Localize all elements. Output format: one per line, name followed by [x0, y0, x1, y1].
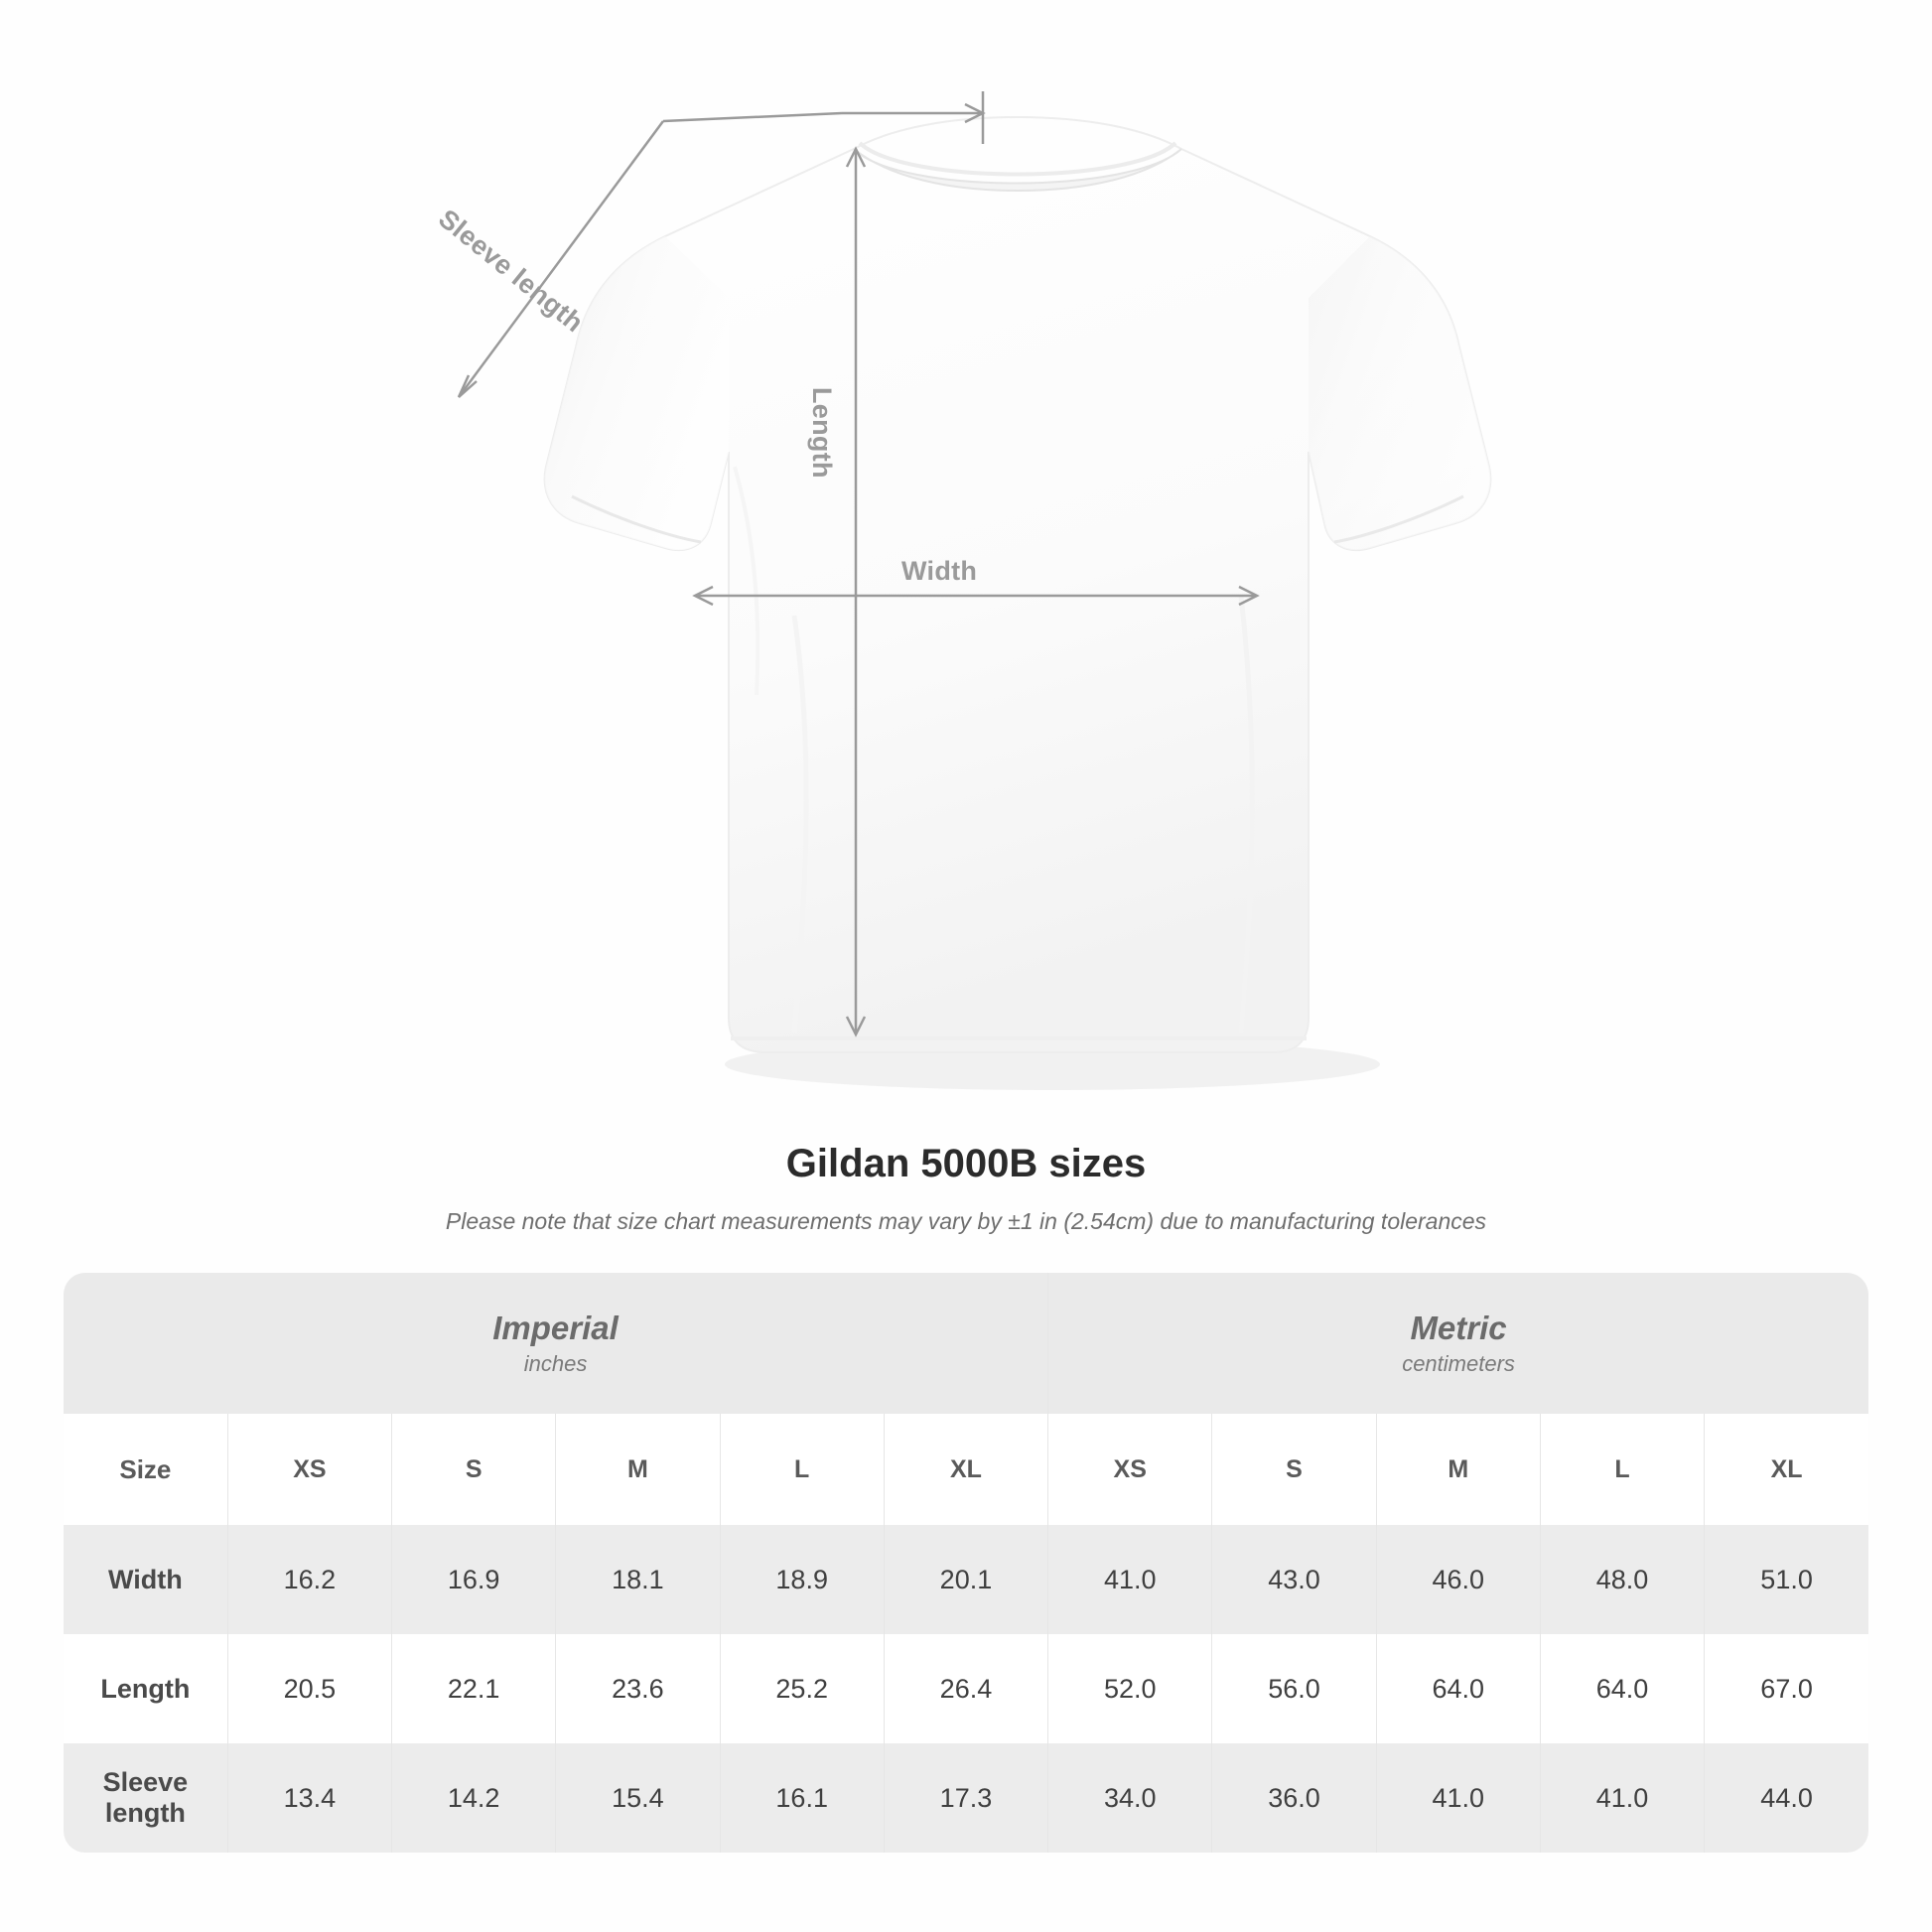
- table-row: [64, 1743, 1868, 1853]
- unit-group-row: [64, 1273, 1868, 1414]
- sleeve-length-dimension-label: Sleeve length: [433, 204, 590, 339]
- cell-length-imperial-s: 22.1: [392, 1634, 556, 1743]
- cell-length-metric-s: 56.0: [1212, 1634, 1376, 1743]
- unit-group-imperial: [64, 1273, 1048, 1414]
- cell-width-imperial-s: 16.9: [392, 1525, 556, 1634]
- header-cell-imperial-s: S: [392, 1414, 556, 1525]
- unit-group-metric-name: Metric: [1410, 1310, 1507, 1347]
- cell-width-metric-xs: 41.0: [1048, 1525, 1212, 1634]
- row-label-sleeve-length: Sleeve length: [64, 1743, 227, 1853]
- header-cell-imperial-m: M: [556, 1414, 720, 1525]
- cell-length-metric-xl: 67.0: [1705, 1634, 1868, 1743]
- cell-width-metric-s: 43.0: [1212, 1525, 1376, 1634]
- width-dimension-label: Width: [901, 556, 978, 586]
- cell-width-metric-xl: 51.0: [1705, 1525, 1868, 1634]
- cell-sleeve-imperial-xs: 13.4: [227, 1743, 391, 1853]
- unit-group-metric-sub: centimeters: [1402, 1350, 1515, 1376]
- tolerance-note: Please note that size chart measurements may vary by ±1 in (2.54cm) due to manufacturing tolerances: [445, 1208, 1487, 1234]
- cell-length-imperial-xl: 26.4: [884, 1634, 1047, 1743]
- length-dimension-label: Length: [807, 387, 837, 479]
- header-cell-metric-l: L: [1540, 1414, 1704, 1525]
- size-table: [64, 1273, 1868, 1853]
- header-cell-metric-m: M: [1376, 1414, 1540, 1525]
- header-cell-imperial-xl: XL: [884, 1414, 1047, 1525]
- row-label-length: Length: [64, 1634, 227, 1743]
- cell-sleeve-metric-xl: 44.0: [1705, 1743, 1868, 1853]
- header-cell-imperial-xs: XS: [227, 1414, 391, 1525]
- unit-group-imperial-name: Imperial: [492, 1310, 619, 1347]
- title-block: [0, 1142, 1932, 1235]
- cell-sleeve-metric-xs: 34.0: [1048, 1743, 1212, 1853]
- header-cell-metric-s: S: [1212, 1414, 1376, 1525]
- header-cell-metric-xs: XS: [1048, 1414, 1212, 1525]
- cell-sleeve-metric-l: 41.0: [1540, 1743, 1704, 1853]
- unit-group-imperial-sub: inches: [523, 1350, 588, 1376]
- cell-width-imperial-xs: 16.2: [227, 1525, 391, 1634]
- cell-length-metric-m: 64.0: [1376, 1634, 1540, 1743]
- size-table-wrapper: [64, 1273, 1868, 1853]
- page-title: Gildan 5000B sizes: [785, 1142, 1147, 1185]
- header-cell-imperial-l: L: [720, 1414, 884, 1525]
- cell-length-metric-xs: 52.0: [1048, 1634, 1212, 1743]
- row-label-width: Width: [64, 1525, 227, 1634]
- table-header-row: [64, 1414, 1868, 1525]
- cell-sleeve-metric-s: 36.0: [1212, 1743, 1376, 1853]
- cell-sleeve-imperial-m: 15.4: [556, 1743, 720, 1853]
- cell-width-imperial-xl: 20.1: [884, 1525, 1047, 1634]
- header-cell-size: Size: [64, 1414, 227, 1525]
- cell-width-imperial-l: 18.9: [720, 1525, 884, 1634]
- cell-length-imperial-l: 25.2: [720, 1634, 884, 1743]
- header-cell-metric-xl: XL: [1705, 1414, 1868, 1525]
- cell-sleeve-imperial-s: 14.2: [392, 1743, 556, 1853]
- cell-length-imperial-xs: 20.5: [227, 1634, 391, 1743]
- cell-sleeve-imperial-l: 16.1: [720, 1743, 884, 1853]
- unit-group-metric: [1048, 1273, 1868, 1414]
- cell-length-metric-l: 64.0: [1540, 1634, 1704, 1743]
- cell-width-metric-m: 46.0: [1376, 1525, 1540, 1634]
- table-row: [64, 1634, 1868, 1743]
- cell-width-metric-l: 48.0: [1540, 1525, 1704, 1634]
- cell-length-imperial-m: 23.6: [556, 1634, 720, 1743]
- table-row: [64, 1525, 1868, 1634]
- cell-width-imperial-m: 18.1: [556, 1525, 720, 1634]
- cell-sleeve-metric-m: 41.0: [1376, 1743, 1540, 1853]
- cell-sleeve-imperial-xl: 17.3: [884, 1743, 1047, 1853]
